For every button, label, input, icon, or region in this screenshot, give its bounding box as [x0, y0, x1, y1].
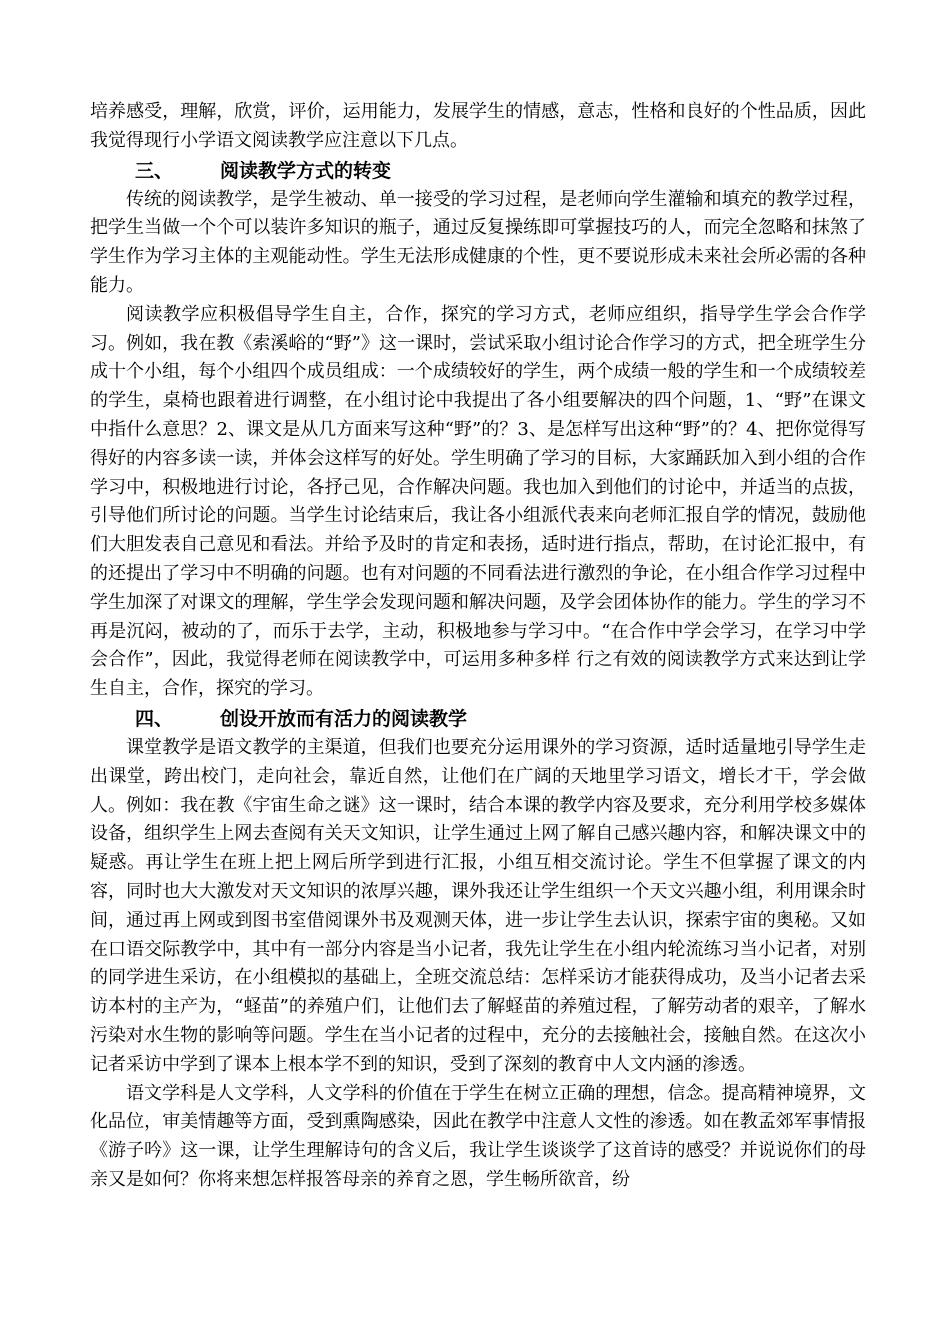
intro-paragraph: 培养感受，理解，欣赏，评价，运用能力，发展学生的情感，意志，性格和良好的个性品质，因此我觉得现行小学语文阅读教学应注意以下几点。	[90, 101, 866, 151]
section-3-title: 阅读教学方式的转变	[220, 159, 392, 182]
section-4-heading	[90, 704, 866, 734]
section-3-paragraph-2: 阅读教学应积极倡导学生自主，合作，探究的学习方式，老师应组织，指导学生学会合作学习。例如，我在教《索溪峪的“野”》这一课时，尝试采取小组讨论合作学习的方式，把全班学生分成十个小组，每个小组四个成员组成：一个成绩较好的学生，两个成绩一般的学生和一个成绩较差的学生，桌椅也跟着进行调整，在小组讨论中我提出了各小组要解决的四个问题，1、“野”在课文中指什么意思？2、课文是从几方面来写这种“野”的？3、是怎样写出这种“野”的？4、把你觉得写得好的内容多读一读，并体会这样写的好处。学生明确了学习的目标，大家踊跃加入到小组的合作学习中，积极地进行讨论，各抒己见，合作解决问题。我也加入到他们的讨论中，并适当的点拔，引导他们所讨论的问题。当学生讨论结束后，我让各小组派代表来向老师汇报自学的情况，鼓励他们大胆发表自己意见和看法。并给予及时的肯定和表扬，适时进行指点，帮助，在讨论汇报中，有的还提出了学习中不明确的问题。也有对问题的不同看法进行激烈的争论，在小组合作学习过程中学生加深了对课文的理解，学生学会发现问题和解决问题，及学会团体协作的能力。学生的学习不再是沉闷，被动的了，而乐于去学，主动，积极地参与学习中。“在合作中学会学习，在学习中学会合作”，因此，我觉得老师在阅读教学中，可运用多种多样 行之有效的阅读教学方式来达到让学生自主，合作，探究的学习。	[90, 303, 866, 700]
section-4-paragraph-2: 语文学科是人文学科，人文学科的价值在于学生在树立正确的理想，信念。提高精神境界，文化品位，审美情趣等方面，受到熏陶感染，因此在教学中注意人文性的渗透。如在教孟郊军事情报 《游子吟》这一课，让学生理解诗句的含义后，我让学生谈谈学了这首诗的感受？并说说你们的母亲又是如何？你将来想怎样报答母亲的养育之恩，学生畅所欲音，纷	[90, 1082, 866, 1190]
section-4-number: 四、	[135, 707, 174, 730]
section-4-title: 创设开放而有活力的阅读教学	[220, 707, 468, 730]
section-4-paragraph-1: 课堂教学是语文教学的主渠道，但我们也要充分运用课外的学习资源，适时适量地引导学生走出课堂，跨出校门，走向社会，靠近自然，让他们在广阔的天地里学习语文，增长才干，学会做人。例如：我在教《宇宙生命之谜》这一课时，结合本课的教学内容及要求，充分利用学校多媒体设备，组织学生上网去查阅有关天文知识，让学生通过上网了解自己感兴趣内容，和解决课文中的疑惑。再让学生在班上把上网后所学到进行汇报，小组互相交流讨论。学生不但掌握了课文的内容，同时也大大激发对天文知识的浓厚兴趣，课外我还让学生组织一个天文兴趣小组，利用课余时间，通过再上网或到图书室借阅课外书及观测天体，进一步让学生去认识，探索宇宙的奥秘。又如在口语交际教学中，其中有一部分内容是当小记者，我先让学生在小组内轮流练习当小记者，对别的同学进生采访，在小组模拟的基础上，全班交流总结：怎样采访才能获得成功，及当小记者去采访本村的主产为，“蛏苗”的养殖户们，让他们去了解蛏苗的养殖过程，了解劳动者的艰辛，了解水污染对水生物的影响等问题。学生在当小记者的过程中，充分的去接触社会，接触自然。在这次小记者采访中学到了课本上根本学不到的知识，受到了深刻的教育中人文内涵的渗透。	[90, 736, 866, 1075]
section-3-paragraph-1: 传统的阅读教学，是学生被动、单一接受的学习过程，是老师向学生灌输和填充的教学过程，把学生当做一个个可以装许多知识的瓶子，通过反复操练即可掌握技巧的人，而完全忽略和抹煞了学生作为学习主体的主观能动性。学生无法形成健康的个性，更不要说形成未来社会所必需的各种能力。	[90, 188, 866, 296]
section-3-heading	[90, 156, 866, 186]
document-page	[90, 98, 866, 1195]
section-3-number: 三、	[135, 159, 174, 182]
